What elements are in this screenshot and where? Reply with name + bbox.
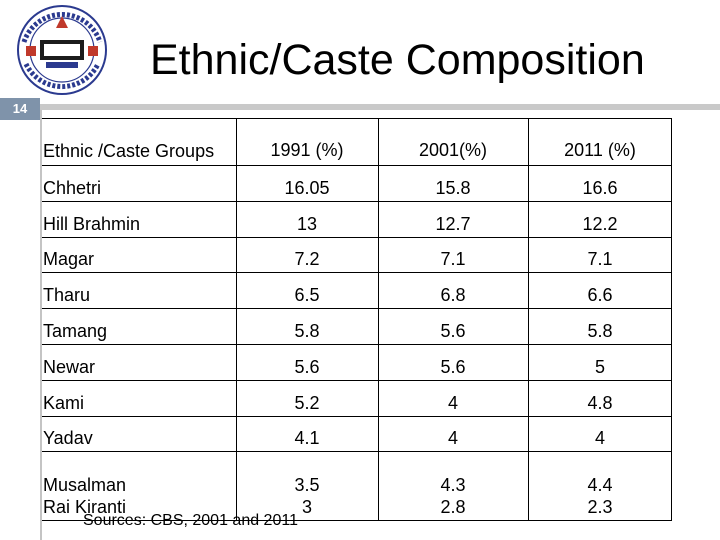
header-1991-label: 1991 (%) (270, 140, 344, 160)
header-groups-label: Ethnic /Caste Groups (43, 141, 215, 161)
institution-logo (6, 2, 118, 98)
row-group-label: Hill Brahmin (43, 213, 141, 234)
header-2001-label: 2001(%) (418, 140, 488, 160)
row-group-label: Newar (43, 356, 96, 377)
row-group-label: Yadav (43, 428, 93, 449)
header-2011-label: 2011 (%) (564, 140, 636, 160)
row-2001-value: 2.8 (440, 497, 466, 518)
table-row (42, 416, 672, 452)
table-header-row (42, 119, 672, 165)
row-1991-value: 5.6 (294, 356, 320, 377)
table-row (42, 308, 672, 344)
row-1991-value: 7.2 (294, 249, 320, 270)
row-group-label: Magar (43, 249, 95, 270)
row-group-label: Chhetri (43, 177, 102, 198)
row-2011-value: 4.4 (587, 475, 613, 496)
row-2001-value: 4.3 (440, 475, 466, 496)
row-group-label: Kami (43, 392, 85, 413)
row-2001-value: 12.7 (435, 213, 471, 234)
table-row (42, 272, 672, 308)
row-1991-value: 5.8 (294, 320, 320, 341)
row-2011-value: 2.3 (587, 497, 613, 518)
row-1991-value: 3 (301, 497, 312, 518)
row-2001-value: 4 (447, 392, 458, 413)
row-group-label: Rai Kiranti (43, 497, 127, 518)
source-note: Sources: CBS, 2001 and 2011 (83, 512, 298, 529)
row-2011-value: 16.6 (582, 177, 618, 198)
row-1991-value: 4.1 (294, 428, 320, 449)
row-2011-value: 4 (594, 428, 605, 449)
header-cell-2011 (528, 119, 672, 165)
row-1991-value: 6.5 (294, 285, 320, 306)
row-2011-value: 7.1 (587, 249, 613, 270)
row-2011-value: 5 (594, 356, 605, 377)
row-2011-value: 12.2 (582, 213, 618, 234)
table-row (42, 344, 672, 380)
row-1991-value: 3.5 (294, 475, 320, 496)
row-2001-value: 6.8 (440, 285, 466, 306)
row-2001-value: 5.6 (440, 356, 466, 377)
row-group-label: Tharu (43, 285, 91, 306)
row-2001-value: 5.6 (440, 320, 466, 341)
header-cell-groups (42, 119, 236, 165)
table-row (42, 165, 672, 201)
row-group-label: Musalman (43, 475, 127, 496)
row-2011-value: 5.8 (587, 320, 613, 341)
table-row (42, 380, 672, 416)
ethnic-composition-table (42, 118, 672, 521)
table-row (42, 237, 672, 273)
row-2001-value: 4 (447, 428, 458, 449)
row-2001-value: 7.1 (440, 249, 466, 270)
title-divider (40, 104, 720, 110)
row-1991-value: 13 (296, 213, 318, 234)
header-cell-1991 (236, 119, 378, 165)
table-row (42, 201, 672, 237)
row-1991-value: 5.2 (294, 392, 320, 413)
header-cell-2001 (378, 119, 528, 165)
row-group-label: Tamang (43, 320, 108, 341)
row-1991-value: 16.05 (284, 177, 330, 198)
row-2011-value: 6.6 (587, 285, 613, 306)
row-2001-value: 15.8 (435, 177, 471, 198)
page-number-badge: 14 (0, 98, 40, 120)
slide-title: Ethnic/Caste Composition (150, 36, 645, 84)
row-2011-value: 4.8 (587, 392, 613, 413)
